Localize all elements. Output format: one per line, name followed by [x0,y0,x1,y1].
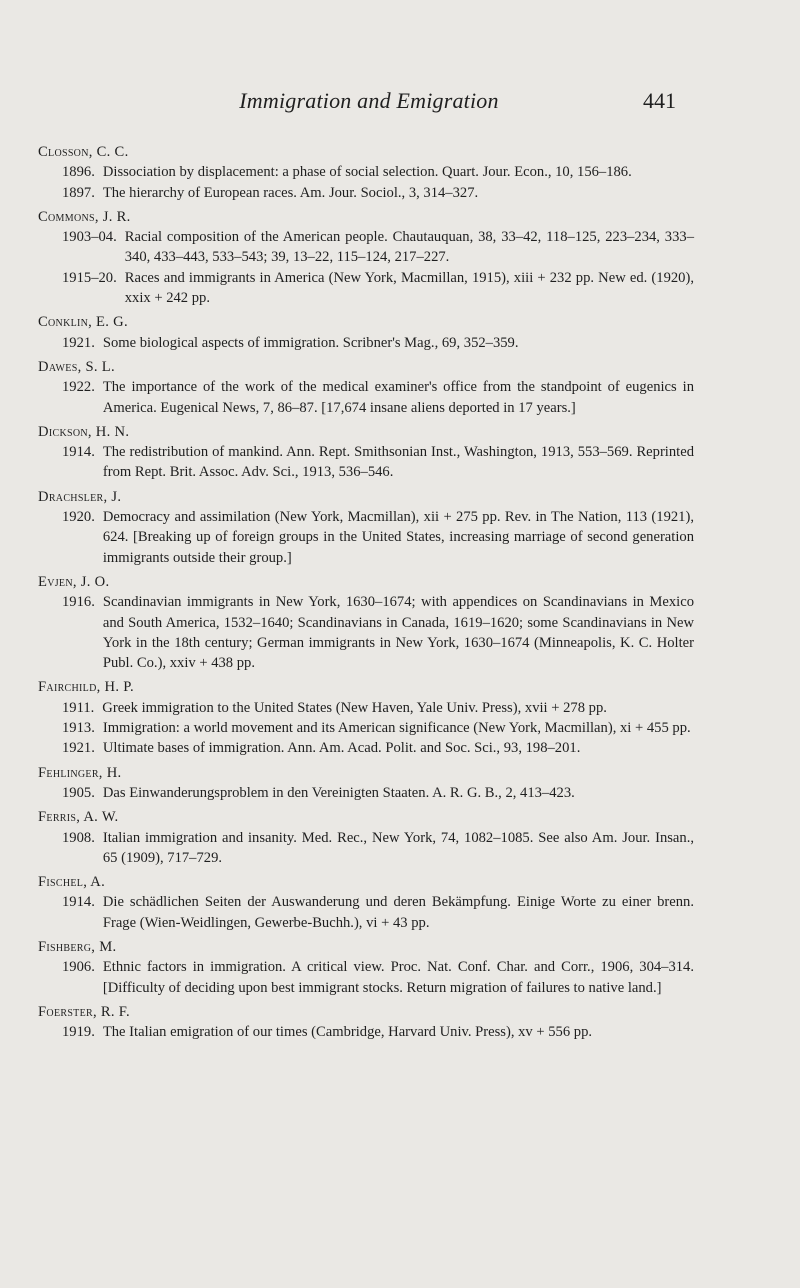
author-name: Drachsler, J. [38,488,122,505]
citation-entry [62,183,694,203]
citation-year: 1916. [62,594,95,611]
citation-text: Dissociation by displacement: a phase of social selection. Quart. Jour. Econ., 10, 156–186. [102,164,632,181]
author-name: Dawes, S. L. [38,358,115,375]
bibliography-list [38,142,694,1042]
citation-entry [62,698,694,718]
author-name: Closson, C. C. [38,144,129,160]
citation-year: 1919. [62,1024,95,1041]
citation-entry [62,892,694,933]
author-name: Dickson, H. N. [38,423,130,440]
running-head [62,88,676,116]
citation-year: 1903–04. [62,229,117,246]
citation-entry [62,333,694,353]
citation-year: 1897. [62,184,95,201]
citation-text: Ultimate bases of immigration. Ann. Am. Acad. Polit. and Soc. Sci., 93, 198–201. [102,740,581,757]
citation-year: 1913. [62,720,95,737]
citation-entry [62,377,694,418]
citation-entry [62,507,694,568]
citation-year: 1911. [62,699,95,716]
citation-year: 1906. [62,959,95,976]
citation-year: 1921. [62,740,95,757]
citation-year: 1914. [62,444,95,461]
citation-entry [62,1022,694,1042]
citation-text: Italian immigration and insanity. Med. Rec., New York, 74, 1082–1085. See also Am. Jour. Insan., 65 (1909), 717–729. [102,829,694,866]
author-name: Fehlinger, H. [38,764,122,781]
citation-text: Races and immigrants in America (New York, Macmillan, 1915), xiii + 232 pp. New ed. (1920), xxix + 242 pp. [124,269,694,307]
page-number: 441 [643,88,676,113]
citation-entry [62,718,694,738]
citation-entry [62,162,694,182]
citation-entry [62,442,694,483]
citation-year: 1908. [62,829,95,846]
citation-text: Die schädlichen Seiten der Auswanderung und deren Bekämpfung. Einige Worte zu einer brenn. Frage (Wien-Weidlingen, Gewerbe-Buchh.), vi + 43 pp. [102,894,694,931]
author-name: Fischel, A. [38,874,106,891]
author-name: Commons, J. R. [38,208,131,225]
citation-entry [62,783,694,803]
author-name: Evjen, J. O. [38,573,110,590]
citation-text: Some biological aspects of immigration. Scribner's Mag., 69, 352–359. [102,334,519,351]
citation-entry [62,957,694,998]
citation-text: The hierarchy of European races. Am. Jour. Sociol., 3, 314–327. [102,184,479,201]
citation-text: Greek immigration to the United States (New Haven, Yale Univ. Press), xvii + 278 pp. [102,699,607,716]
citation-year: 1922. [62,379,95,396]
citation-text: The Italian emigration of our times (Cambridge, Harvard Univ. Press), xv + 556 pp. [102,1024,593,1041]
citation-entry [62,592,694,673]
citation-text: The importance of the work of the medical examiner's office from the standpoint of eugenics in America. Eugenical News, 7, 86–87. [17,674 insane aliens deported in 17 years.] [102,379,694,416]
author-name: Fishberg, M. [38,938,117,955]
citation-text: Das Einwanderungsproblem in den Vereinigten Staaten. A. R. G. B., 2, 413–423. [102,784,575,801]
citation-text: Scandinavian immigrants in New York, 1630–1674; with appendices on Scandinavians in Mexico and South America, 1532–1640; Scandinavians in Canada, 1619–1620; some Scandinavians in New York in the 18th century; German immigrants in New York, 1630–1674 (Minneapolis, K. C. Holter Publ. Co.), xxiv + 438 pp. [102,594,694,672]
citation-year: 1896. [62,164,95,181]
citation-year: 1921. [62,334,95,351]
citation-entry [62,738,694,758]
citation-year: 1914. [62,894,95,911]
citation-text: The redistribution of mankind. Ann. Rept. Smithsonian Inst., Washington, 1913, 553–569. Reprinted from Rept. Brit. Assoc. Adv. Sci., 1913, 536–546. [102,444,694,481]
citation-text: Ethnic factors in immigration. A critical view. Proc. Nat. Conf. Char. and Corr., 1906, 304–314. [Difficulty of deciding upon best immigrant stocks. Return migration of failures to native land.] [102,959,694,996]
citation-entry [62,268,694,309]
author-name: Fairchild, H. P. [38,679,134,696]
citation-entry [62,227,694,268]
citation-text: Immigration: a world movement and its American significance (New York, Macmillan), xi + 455 pp. [102,720,691,737]
citation-entry [62,828,694,869]
author-name: Foerster, R. F. [38,1003,130,1020]
running-title: Immigration and Emigration [239,88,499,113]
author-name: Ferris, A. W. [38,809,119,826]
citation-text: Democracy and assimilation (New York, Macmillan), xii + 275 pp. Rev. in The Nation, 113 (1921), 624. [Breaking up of foreign groups in the United States, increasing marriage of second generation immigrants outside their group.] [102,509,694,566]
citation-year: 1920. [62,509,95,526]
citation-text: Racial composition of the American people. Chautauquan, 38, 33–42, 118–125, 223–234, 333–340, 433–443, 533–543; 39, 13–22, 115–124, 217–227. [124,229,694,266]
citation-year: 1915–20. [62,269,117,286]
author-name: Conklin, E. G. [38,314,128,331]
citation-year: 1905. [62,784,95,801]
